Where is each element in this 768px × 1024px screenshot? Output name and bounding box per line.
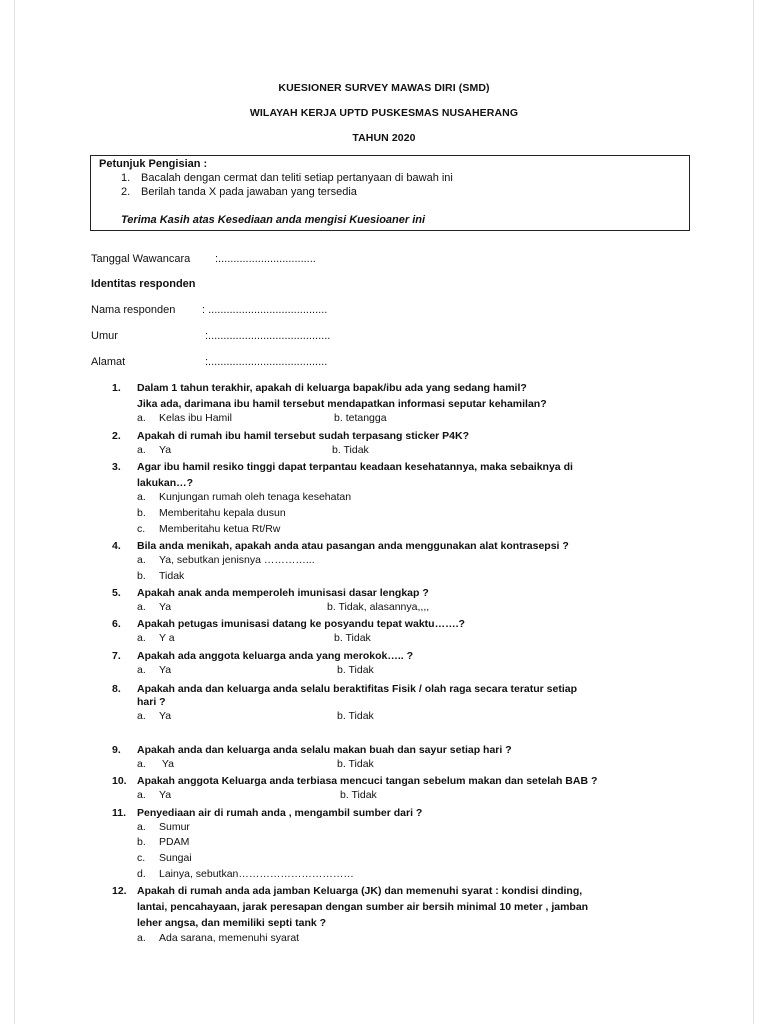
instruction-item: 2. Berilah tanda X pada jawaban yang tersedia	[121, 186, 357, 198]
instructions-box	[90, 155, 690, 231]
age-value[interactable]: :........................................	[205, 330, 331, 342]
answer-option[interactable]: a. Sumur	[137, 821, 190, 833]
instructions-heading: Petunjuk Pengisian :	[99, 158, 208, 170]
document-title: KUESIONER SURVEY MAWAS DIRI (SMD)	[278, 82, 490, 94]
address-field[interactable]	[91, 356, 328, 368]
interview-date-value[interactable]: :................................	[215, 253, 316, 265]
document-year: TAHUN 2020	[352, 132, 416, 144]
instruction-item: 1. Bacalah dengan cermat dan teliti setiap pertanyaan di bawah ini	[121, 172, 453, 184]
address-label: Alamat	[91, 356, 126, 368]
answer-option[interactable]: a. Ada sarana, memenuhi syarat	[137, 932, 300, 944]
answer-option[interactable]: a. Ya	[137, 444, 172, 456]
respondent-name-label: Nama responden	[91, 304, 176, 316]
answer-option[interactable]: a. Ya	[137, 601, 172, 613]
answer-option[interactable]: b. Tidak	[137, 570, 185, 582]
interview-date-label: Tanggal Wawancara	[91, 253, 191, 265]
respondent-identity-heading: Identitas responden	[91, 278, 196, 290]
questionnaire-page: KUESIONER SURVEY MAWAS DIRI (SMD) WILAYAH KERJA UPTD PUSKESMAS NUSAHERANG TAHUN 2020 Petunjuk Pengisian : 1. Bacalah dengan cermat dan teliti setiap pertanyaan di bawah ini 2. Berilah tanda X pada jawaban yang tersedia Terima Kasih atas Kesediaan anda mengisi Kuesioaner ini Tanggal Wawancara :................................ Identitas responden Nama responden : ....................................... Umur :........................................ Alamat :....................................... 1. Dalam 1 tahun terakhir, apakah di keluarga bapak/ibu ada yang sedang hamil? Jika ada, darimana ibu hamil tersebut mendapatkan informasi seputar kehamilan? a. Kelas ibu Hamil b. tetangga 2. Apakah di rumah ibu hamil tersebut sudah terpasang sticker P4K? a. Ya b. Tidak 3. Agar ibu hamil resiko tinggi dapat terpantau keadaan kesehatannya, maka sebaiknya di lakukan…? a. Kunjungan rumah oleh tenaga kesehatan b. Memberitahu kepala dusun c. Memberitahu ketua Rt/Rw 4. Bila anda menikah, apakah anda atau pasangan anda menggunakan alat kontrasepsi ? a. Ya, sebutkan jenisnya …………... b. Tidak 5. Apakah anak anda memperoleh imunisasi dasar lengkap ? a. Ya b. Tidak, alasannya,,,, 6. Apakah petugas imunisasi datang ke posyandu tepat waktu…….? a. Y a b. Tidak 7. Apakah ada anggota keluarga anda yang merokok….. ? a. Ya b. Tidak 8. Apakah anda dan keluarga anda selalu beraktifitas Fisik / olah raga secara teratur setiap hari ? a. Ya b. Tidak 9. Apakah anda dan keluarga anda selalu makan buah dan sayur setiap hari ? a. Ya b. Tidak 10. Apakah anggota Keluarga anda terbiasa mencuci tangan sebelum makan dan setelah BAB ? a. Ya b. Tidak 11. Penyediaan air di rumah anda , mengambil sumber dari ? a. Sumur b. PDAM c. Sungai d. Lainya, sebutkan…………………………… 12. Apakah di rumah anda ada jamban Keluarga (JK) dan memenuhi syarat : kondisi dinding, lantai, pencahayaan, jarak peresapan dengan sumber air bersih minimal 10 meter , jamban leher angsa, dan memiliki septi tank ? a. Ada sarana, memenuhi syarat	[0, 0, 768, 1024]
answer-option[interactable]: a. Ya, sebutkan jenisnya …………...	[137, 554, 315, 566]
answer-option[interactable]: a. Y a	[137, 632, 175, 644]
answer-option[interactable]: b. Tidak	[337, 758, 374, 770]
respondent-name-field[interactable]	[91, 304, 328, 316]
answer-option[interactable]: c. Sungai	[137, 852, 192, 864]
page-edge-left	[14, 0, 15, 1024]
answer-option[interactable]: b. Tidak, alasannya,,,,	[327, 601, 430, 613]
answer-option[interactable]: b. Tidak	[334, 632, 371, 644]
answer-option[interactable]: b. Tidak	[340, 789, 377, 801]
answer-option[interactable]: b. PDAM	[137, 836, 190, 848]
answer-option[interactable]: a. Kunjungan rumah oleh tenaga kesehatan	[137, 491, 352, 503]
answer-option[interactable]: d. Lainya, sebutkan……………………………	[137, 868, 354, 880]
answer-option[interactable]: b. Tidak	[337, 710, 374, 722]
interview-date-field[interactable]	[91, 253, 316, 265]
answer-option[interactable]: b. tetangga	[334, 412, 387, 424]
answer-option[interactable]: b. Memberitahu kepala dusun	[137, 507, 286, 519]
document-subtitle: WILAYAH KERJA UPTD PUSKESMAS NUSAHERANG	[249, 107, 519, 119]
answer-option[interactable]: a. Ya	[137, 664, 172, 676]
answer-option[interactable]: b. Tidak	[337, 664, 374, 676]
answer-option[interactable]: a. Ya	[137, 789, 172, 801]
answer-option[interactable]: a. Kelas ibu Hamil	[137, 412, 232, 424]
page-edge-right	[753, 0, 754, 1024]
answer-option[interactable]: c. Memberitahu ketua Rt/Rw	[137, 523, 281, 535]
answer-option[interactable]: a. Ya	[137, 710, 172, 722]
answer-option[interactable]: b. Tidak	[332, 444, 369, 456]
address-value[interactable]: :.......................................	[205, 356, 328, 368]
respondent-name-value[interactable]: : .......................................	[202, 304, 328, 316]
thanks-note: Terima Kasih atas Kesediaan anda mengisi Kuesioaner ini	[121, 214, 426, 226]
answer-option[interactable]: a. Ya	[137, 758, 174, 770]
age-field[interactable]	[91, 330, 331, 342]
age-label: Umur	[91, 330, 118, 342]
